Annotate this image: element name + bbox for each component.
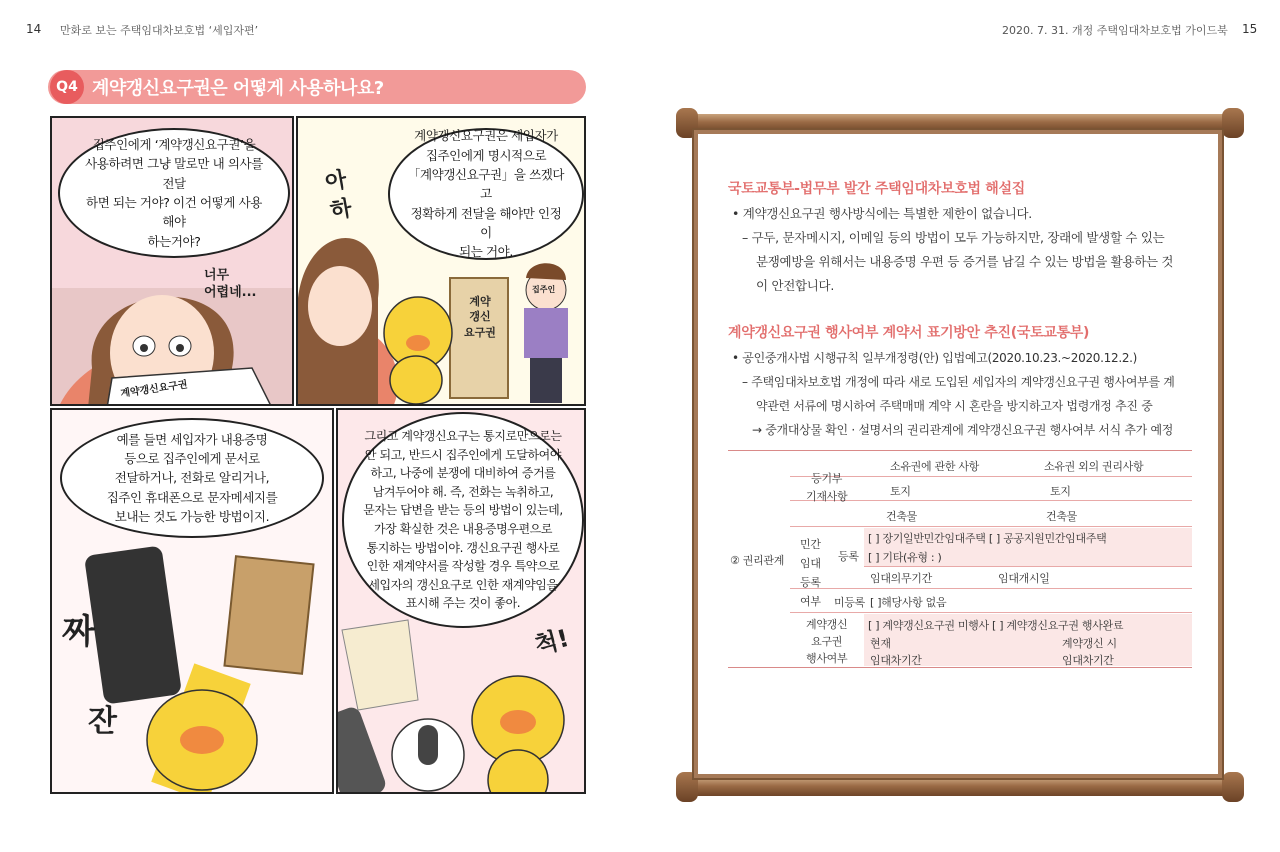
sfx-1: 짜: [62, 612, 95, 652]
section-1-sub-2: 분쟁예방을 위해서는 내용증명 우편 등 증거를 남길 수 있는 방법을 활용하는 것: [756, 254, 1174, 269]
building-cell-2: 건축물: [1046, 510, 1077, 523]
rental-start-date: 임대개시일: [998, 572, 1050, 585]
section-1-sub-1: – 구두, 문자메시지, 이메일 등의 방법이 모두 가능하지만, 장래에 발생할 수 있는: [742, 230, 1165, 245]
land-cell-1: 토지: [890, 485, 911, 498]
renewal-lease-period: 계약갱신 시 임대차기간: [1062, 637, 1117, 667]
envelope: [224, 556, 313, 674]
comic-panel-2: [296, 116, 586, 406]
aha-sfx: 아 하: [323, 167, 354, 225]
section-2-bullet: • 공인중개사법 시행규칙 일부개정령(안) 입법예고(2020.10.23.~2020.12.2.): [732, 351, 1138, 365]
right-running-title: 2020. 7. 31. 개정 주택임대차보호법 가이드북: [1002, 24, 1228, 37]
landlord-sign: 집주인: [532, 285, 556, 294]
sfx-2: 잔: [88, 704, 117, 739]
right-page-number: 15: [1242, 22, 1258, 36]
owner-rights-header: 소유권에 관한 사항: [890, 460, 980, 473]
building-cell-1: 건축물: [886, 510, 917, 523]
left-page-number: 14: [26, 22, 42, 36]
section-2-title: 계약갱신요구권 행사여부 계약서 표기방안 추진(국토교통부): [728, 325, 1090, 341]
registry-label: 등기부 기재사항: [806, 472, 848, 503]
registered-label: 등록: [838, 550, 859, 563]
speech-bubble-1: 집주인에게 ‘계약갱신요구권’을 사용하려면 그냥 말로만 내 의사를 전달 하면 되는 거야? 이건 어떻게 사용해야 하는거야?: [58, 128, 290, 258]
section-2-sub-2: 약관련 서류에 명시하여 주택매매 계약 시 혼란을 방지하고자 법령개정 추진 중: [756, 399, 1153, 413]
comic-panel-4: [336, 408, 586, 794]
sfx-3: 척!: [531, 623, 572, 660]
question-badge: Q4: [50, 70, 84, 104]
private-rental-label: 민간 임대 등록 여부: [800, 538, 821, 608]
scroll-bottom-left-knob: [676, 772, 698, 802]
current-lease-period: 현재 임대차기간: [870, 637, 922, 667]
left-running-title: 만화로 보는 주택임대차보호법 ‘세입자편’: [60, 24, 259, 37]
section-1-title: 국토교통부-법무부 발간 주택임대차보호법 해설집: [728, 181, 1025, 197]
comic-panel-3: [50, 408, 334, 794]
question-title: 계약갱신요구권은 어떻게 사용하나요?: [92, 78, 384, 99]
section-1-bullet: • 계약갱신요구권 행사방식에는 특별한 제한이 없습니다.: [732, 206, 1032, 221]
section-1-sub-3: 이 안전합니다.: [756, 278, 834, 293]
speech-bubble-2: 계약갱신요구권은 세입자가 집주인에게 명시적으로 「계약갱신요구권」을 쓰겠다고 정확하게 전달을 해야만 인정이 되는 거야.: [388, 128, 584, 260]
obligation-period: 임대의무기간: [870, 572, 932, 585]
registered-option-2: [ ] 기타(유형 : ): [868, 551, 942, 564]
scroll-top-left-knob: [676, 108, 698, 138]
comic-panel-1: [50, 116, 294, 406]
question-banner: [48, 70, 586, 104]
renewal-label: 계약갱신 요구권 행사여부: [806, 618, 848, 665]
scroll-top-rod: [684, 114, 1232, 132]
section-2-arrow-note: → 중개대상물 확인 · 설명서의 권리관계에 계약갱신요구권 행사여부 서식 추가 예정: [752, 423, 1174, 437]
unregistered-option: [ ]해당사항 없음: [870, 596, 947, 609]
speech-bubble-4: 그리고 계약갱신요구는 통지로만으로는 안 되고, 반드시 집주인에게 도달하여야 하고, 나중에 분쟁에 대비하여 증거를 남겨두어야 해. 즉, 전화는 녹취하고, 문자는 답변을 받는 등의 방법이 있는데, 가장 확실한 것은 내용증명우편으로 통지하는 방법이야. 갱신요구권 행사로 인한 재계약서를 작성할 경우 특약으로 세입자의 갱신요구로 인한 재계약임을 표시해 주는 것이 좋아.: [342, 412, 584, 628]
renewal-options: [ ] 계약갱신요구권 미행사 [ ] 계약갱신요구권 행사완료: [868, 619, 1124, 632]
unregistered-label: 미등록: [834, 596, 865, 609]
land-cell-2: 토지: [1050, 485, 1071, 498]
thought-text: 너무 어렵네...: [204, 268, 257, 300]
scroll-top-right-knob: [1222, 108, 1244, 138]
book-title: 계약갱신요구권: [119, 379, 189, 400]
telephone-handset: [338, 705, 388, 794]
scroll-bottom-rod: [684, 778, 1232, 796]
rights-label: ② 권리관계: [730, 554, 785, 567]
other-rights-header: 소유권 외의 권리사항: [1044, 460, 1144, 473]
speech-bubble-3: 예를 들면 세입자가 내용증명 등으로 집주인에게 문서로 전달하거나, 전화로 알리거나, 집주인 휴대폰으로 문자메세지를 보내는 것도 가능한 방법이지.: [60, 418, 324, 538]
scroll-text: 계약 갱신 요구권: [464, 295, 496, 339]
registered-option-1: [ ] 장기일반민간임대주택 [ ] 공공지원민간임대주택: [868, 532, 1107, 545]
section-2-sub-1: – 주택임대차보호법 개정에 따라 새로 도입된 세입자의 계약갱신요구권 행사여부를 계: [742, 375, 1175, 389]
scroll-bottom-right-knob: [1222, 772, 1244, 802]
microphone: [418, 725, 438, 765]
